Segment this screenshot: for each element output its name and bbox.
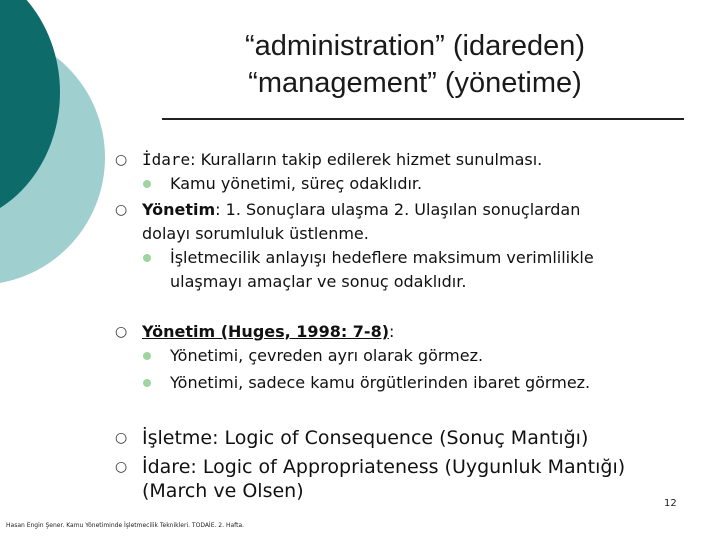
slide-title [150,28,680,102]
sub-bullet-cevre: Yönetimi, çevreden ayrı olarak görmez. [170,346,484,365]
bullet-circle-icon: ○ [115,324,128,340]
sub-bullet-dot-icon [143,379,151,387]
title-divider [162,118,684,120]
sub-bullet-kamu: Kamu yönetimi, süreç odaklıdır. [170,174,423,193]
bullet-idare-logic-cont: (March ve Olsen) [142,480,304,502]
bullet-term: Yönetim (Huges, 1998: 7-8) [142,322,390,341]
bullet-circle-icon: ○ [115,430,128,446]
bullet-circle-icon: ○ [115,459,128,475]
bullet-idare: İdare: Kuralların takip edilerek hizmet sunulması. [142,150,543,169]
bullet-term: İdare [142,150,191,169]
page-number: 12 [664,498,677,509]
sub-bullet-dot-icon [143,180,151,188]
bullet-idare-logic: İdare: Logic of Appropriateness (Uygunluk Mantığı) [142,456,626,478]
title-line-2: “management” (yönetime) [248,67,582,99]
bullet-term: Yönetim [142,200,216,219]
bullet-isletme-logic: İşletme: Logic of Consequence (Sonuç Mantığı) [142,427,589,449]
title-line-1: “administration” (idareden) [244,30,586,62]
sub-bullet-dot-icon [143,254,151,262]
sub-bullet-kamu-orgut: Yönetimi, sadece kamu örgütlerinden ibaret görmez. [170,373,591,392]
sub-bullet-isletmecilik-1: İşletmecilik anlayışı hedeflere maksimum verimlilikle [170,248,594,267]
bullet-yonetim: Yönetim: 1. Sonuçlara ulaşma 2. Ulaşılan sonuçlardan [142,200,581,219]
sub-bullet-dot-icon [143,352,151,360]
bullet-yonetim-cont: dolayı sorumluluk üstlenme. [142,224,369,243]
bullet-circle-icon: ○ [115,152,128,168]
bullet-circle-icon: ○ [115,202,128,218]
footer-citation: Hasan Engin Şener. Kamu Yönetiminde İşletmecilik Teknikleri. TODAİE. 2. Hafta. [6,522,245,529]
bullet-huges: Yönetim (Huges, 1998: 7-8): [142,322,395,341]
sub-bullet-isletmecilik-2: ulaşmayı amaçlar ve sonuç odaklıdır. [170,272,467,291]
